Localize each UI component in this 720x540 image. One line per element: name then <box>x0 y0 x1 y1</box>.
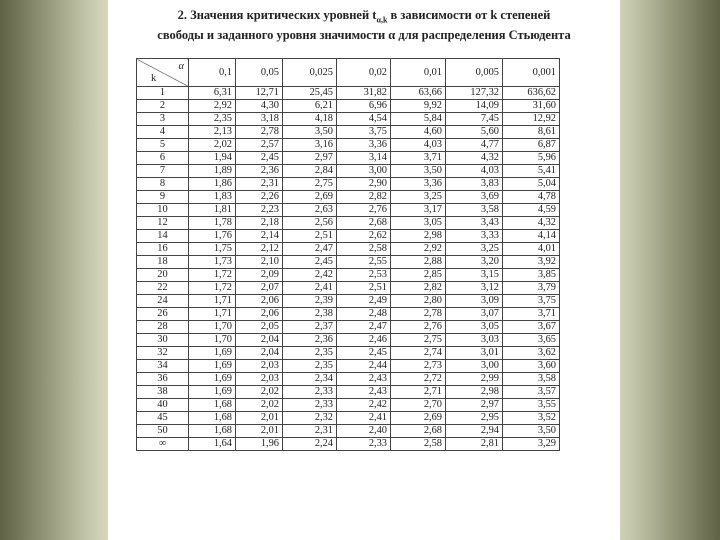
table-row <box>137 282 560 295</box>
value-cell: 2,68 <box>337 217 391 230</box>
value-cell: 3,58 <box>503 373 560 386</box>
value-cell: 2,74 <box>391 347 446 360</box>
value-cell: 2,92 <box>391 243 446 256</box>
value-cell: 3,07 <box>446 308 503 321</box>
k-cell: 45 <box>137 412 189 425</box>
value-cell: 1,69 <box>189 373 236 386</box>
value-cell: 2,62 <box>337 230 391 243</box>
value-cell: 1,72 <box>189 282 236 295</box>
k-label: k <box>151 73 157 84</box>
value-cell: 3,92 <box>503 256 560 269</box>
value-cell: 2,42 <box>337 399 391 412</box>
value-cell: 63,66 <box>391 87 446 100</box>
value-cell: 2,49 <box>337 295 391 308</box>
value-cell: 1,73 <box>189 256 236 269</box>
k-cell: 20 <box>137 269 189 282</box>
value-cell: 3,14 <box>337 152 391 165</box>
value-cell: 2,06 <box>236 295 283 308</box>
value-cell: 1,86 <box>189 178 236 191</box>
k-cell: 50 <box>137 425 189 438</box>
value-cell: 1,70 <box>189 321 236 334</box>
value-cell: 3,43 <box>446 217 503 230</box>
k-cell: 18 <box>137 256 189 269</box>
value-cell: 4,32 <box>446 152 503 165</box>
k-cell: 8 <box>137 178 189 191</box>
k-cell: 24 <box>137 295 189 308</box>
value-cell: 2,36 <box>236 165 283 178</box>
value-cell: 6,31 <box>189 87 236 100</box>
value-cell: 3,12 <box>446 282 503 295</box>
value-cell: 2,82 <box>391 282 446 295</box>
k-cell: 2 <box>137 100 189 113</box>
value-cell: 3,57 <box>503 386 560 399</box>
value-cell: 2,72 <box>391 373 446 386</box>
value-cell: 2,45 <box>236 152 283 165</box>
table-title <box>108 8 620 43</box>
value-cell: 2,51 <box>337 282 391 295</box>
k-cell: 3 <box>137 113 189 126</box>
value-cell: 2,69 <box>391 412 446 425</box>
value-cell: 4,01 <box>503 243 560 256</box>
value-cell: 2,09 <box>236 269 283 282</box>
title-subscript: α,k <box>376 15 388 25</box>
value-cell: 4,77 <box>446 139 503 152</box>
value-cell: 4,59 <box>503 204 560 217</box>
value-cell: 1,81 <box>189 204 236 217</box>
value-cell: 3,58 <box>446 204 503 217</box>
k-cell: 5 <box>137 139 189 152</box>
value-cell: 2,02 <box>189 139 236 152</box>
k-cell: 34 <box>137 360 189 373</box>
value-cell: 2,44 <box>337 360 391 373</box>
value-cell: 2,92 <box>189 100 236 113</box>
table-row <box>137 217 560 230</box>
value-cell: 2,33 <box>283 399 337 412</box>
value-cell: 2,33 <box>337 438 391 451</box>
value-cell: 4,03 <box>391 139 446 152</box>
value-cell: 3,50 <box>503 425 560 438</box>
value-cell: 3,71 <box>391 152 446 165</box>
value-cell: 2,23 <box>236 204 283 217</box>
value-cell: 2,34 <box>283 373 337 386</box>
value-cell: 4,32 <box>503 217 560 230</box>
table-row <box>137 256 560 269</box>
value-cell: 127,32 <box>446 87 503 100</box>
k-cell: 10 <box>137 204 189 217</box>
k-cell: 28 <box>137 321 189 334</box>
table-row <box>137 295 560 308</box>
value-cell: 3,50 <box>283 126 337 139</box>
alpha-header: 0,1 <box>189 59 236 87</box>
k-cell: 9 <box>137 191 189 204</box>
value-cell: 14,09 <box>446 100 503 113</box>
table-row <box>137 113 560 126</box>
value-cell: 3,09 <box>446 295 503 308</box>
k-cell: 32 <box>137 347 189 360</box>
value-cell: 6,87 <box>503 139 560 152</box>
value-cell: 3,69 <box>446 191 503 204</box>
value-cell: 4,14 <box>503 230 560 243</box>
k-cell: 14 <box>137 230 189 243</box>
table-row <box>137 438 560 451</box>
k-cell: 4 <box>137 126 189 139</box>
value-cell: 2,36 <box>283 334 337 347</box>
value-cell: 2,57 <box>236 139 283 152</box>
value-cell: 3,00 <box>337 165 391 178</box>
value-cell: 3,29 <box>503 438 560 451</box>
value-cell: 2,39 <box>283 295 337 308</box>
value-cell: 2,42 <box>283 269 337 282</box>
table-row <box>137 87 560 100</box>
value-cell: 6,21 <box>283 100 337 113</box>
value-cell: 2,53 <box>337 269 391 282</box>
value-cell: 2,56 <box>283 217 337 230</box>
value-cell: 2,58 <box>337 243 391 256</box>
value-cell: 1,71 <box>189 295 236 308</box>
value-cell: 3,25 <box>391 191 446 204</box>
value-cell: 31,60 <box>503 100 560 113</box>
value-cell: 2,12 <box>236 243 283 256</box>
value-cell: 2,02 <box>236 399 283 412</box>
value-cell: 2,48 <box>337 308 391 321</box>
value-cell: 1,75 <box>189 243 236 256</box>
value-cell: 1,72 <box>189 269 236 282</box>
value-cell: 2,02 <box>236 386 283 399</box>
value-cell: 2,51 <box>283 230 337 243</box>
value-cell: 2,69 <box>283 191 337 204</box>
value-cell: 2,04 <box>236 347 283 360</box>
value-cell: 3,05 <box>446 321 503 334</box>
value-cell: 6,96 <box>337 100 391 113</box>
alpha-header: 0,001 <box>503 59 560 87</box>
value-cell: 3,17 <box>391 204 446 217</box>
value-cell: 2,41 <box>283 282 337 295</box>
k-cell: 26 <box>137 308 189 321</box>
value-cell: 2,07 <box>236 282 283 295</box>
value-cell: 2,55 <box>337 256 391 269</box>
value-cell: 5,04 <box>503 178 560 191</box>
table-row <box>137 178 560 191</box>
value-cell: 3,36 <box>337 139 391 152</box>
value-cell: 1,70 <box>189 334 236 347</box>
value-cell: 2,78 <box>391 308 446 321</box>
table-row <box>137 425 560 438</box>
value-cell: 2,26 <box>236 191 283 204</box>
value-cell: 3,33 <box>446 230 503 243</box>
table-row <box>137 100 560 113</box>
value-cell: 3,16 <box>283 139 337 152</box>
table-row <box>137 334 560 347</box>
value-cell: 2,98 <box>391 230 446 243</box>
value-cell: 3,01 <box>446 347 503 360</box>
table-row <box>137 412 560 425</box>
value-cell: 2,10 <box>236 256 283 269</box>
table-row <box>137 269 560 282</box>
value-cell: 4,60 <box>391 126 446 139</box>
value-cell: 2,70 <box>391 399 446 412</box>
value-cell: 1,64 <box>189 438 236 451</box>
value-cell: 1,71 <box>189 308 236 321</box>
value-cell: 2,37 <box>283 321 337 334</box>
value-cell: 2,31 <box>236 178 283 191</box>
table-row <box>137 373 560 386</box>
value-cell: 3,62 <box>503 347 560 360</box>
value-cell: 2,81 <box>446 438 503 451</box>
value-cell: 2,45 <box>337 347 391 360</box>
value-cell: 3,65 <box>503 334 560 347</box>
value-cell: 2,71 <box>391 386 446 399</box>
value-cell: 3,67 <box>503 321 560 334</box>
value-cell: 5,96 <box>503 152 560 165</box>
value-cell: 2,01 <box>236 412 283 425</box>
k-cell: ∞ <box>137 438 189 451</box>
value-cell: 31,82 <box>337 87 391 100</box>
value-cell: 4,78 <box>503 191 560 204</box>
value-cell: 2,03 <box>236 360 283 373</box>
value-cell: 2,35 <box>283 347 337 360</box>
value-cell: 4,30 <box>236 100 283 113</box>
value-cell: 2,18 <box>236 217 283 230</box>
header-row <box>137 59 560 87</box>
value-cell: 5,84 <box>391 113 446 126</box>
value-cell: 3,52 <box>503 412 560 425</box>
table-row <box>137 308 560 321</box>
value-cell: 1,68 <box>189 412 236 425</box>
value-cell: 1,94 <box>189 152 236 165</box>
value-cell: 2,78 <box>236 126 283 139</box>
value-cell: 1,76 <box>189 230 236 243</box>
value-cell: 2,38 <box>283 308 337 321</box>
value-cell: 2,13 <box>189 126 236 139</box>
value-cell: 2,76 <box>391 321 446 334</box>
table-row <box>137 204 560 217</box>
value-cell: 2,47 <box>337 321 391 334</box>
value-cell: 2,04 <box>236 334 283 347</box>
value-cell: 3,20 <box>446 256 503 269</box>
value-cell: 2,85 <box>391 269 446 282</box>
table-row <box>137 399 560 412</box>
value-cell: 2,33 <box>283 386 337 399</box>
value-cell: 3,75 <box>337 126 391 139</box>
value-cell: 3,05 <box>391 217 446 230</box>
alpha-label: α <box>178 61 184 72</box>
value-cell: 3,75 <box>503 295 560 308</box>
value-cell: 2,95 <box>446 412 503 425</box>
value-cell: 2,45 <box>283 256 337 269</box>
value-cell: 3,36 <box>391 178 446 191</box>
value-cell: 8,61 <box>503 126 560 139</box>
value-cell: 12,71 <box>236 87 283 100</box>
value-cell: 2,76 <box>337 204 391 217</box>
value-cell: 2,47 <box>283 243 337 256</box>
value-cell: 9,92 <box>391 100 446 113</box>
table-row <box>137 191 560 204</box>
k-cell: 30 <box>137 334 189 347</box>
value-cell: 3,15 <box>446 269 503 282</box>
title-line-1 <box>108 8 620 28</box>
table-row <box>137 139 560 152</box>
value-cell: 2,06 <box>236 308 283 321</box>
value-cell: 2,58 <box>391 438 446 451</box>
value-cell: 2,05 <box>236 321 283 334</box>
value-cell: 2,14 <box>236 230 283 243</box>
value-cell: 1,69 <box>189 360 236 373</box>
value-cell: 3,85 <box>503 269 560 282</box>
value-cell: 1,68 <box>189 425 236 438</box>
value-cell: 4,18 <box>283 113 337 126</box>
alpha-header: 0,025 <box>283 59 337 87</box>
document-page <box>108 0 620 540</box>
value-cell: 1,69 <box>189 347 236 360</box>
k-cell: 6 <box>137 152 189 165</box>
alpha-header: 0,05 <box>236 59 283 87</box>
k-cell: 16 <box>137 243 189 256</box>
value-cell: 5,60 <box>446 126 503 139</box>
value-cell: 3,55 <box>503 399 560 412</box>
value-cell: 2,73 <box>391 360 446 373</box>
table-row <box>137 347 560 360</box>
title-line-1-rest: в зависимости от k степеней <box>387 8 551 22</box>
value-cell: 3,50 <box>391 165 446 178</box>
value-cell: 2,63 <box>283 204 337 217</box>
value-cell: 3,00 <box>446 360 503 373</box>
value-cell: 1,83 <box>189 191 236 204</box>
value-cell: 2,82 <box>337 191 391 204</box>
value-cell: 2,01 <box>236 425 283 438</box>
value-cell: 636,62 <box>503 87 560 100</box>
value-cell: 2,99 <box>446 373 503 386</box>
value-cell: 2,40 <box>337 425 391 438</box>
k-cell: 22 <box>137 282 189 295</box>
value-cell: 2,24 <box>283 438 337 451</box>
value-cell: 2,84 <box>283 165 337 178</box>
alpha-header: 0,01 <box>391 59 446 87</box>
value-cell: 2,88 <box>391 256 446 269</box>
value-cell: 2,90 <box>337 178 391 191</box>
value-cell: 2,98 <box>446 386 503 399</box>
value-cell: 5,41 <box>503 165 560 178</box>
value-cell: 3,60 <box>503 360 560 373</box>
table-row <box>137 152 560 165</box>
value-cell: 2,80 <box>391 295 446 308</box>
value-cell: 3,79 <box>503 282 560 295</box>
value-cell: 2,97 <box>446 399 503 412</box>
value-cell: 25,45 <box>283 87 337 100</box>
value-cell: 2,43 <box>337 373 391 386</box>
value-cell: 1,68 <box>189 399 236 412</box>
value-cell: 2,75 <box>391 334 446 347</box>
value-cell: 2,97 <box>283 152 337 165</box>
table-row <box>137 230 560 243</box>
value-cell: 2,31 <box>283 425 337 438</box>
value-cell: 2,35 <box>283 360 337 373</box>
value-cell: 2,75 <box>283 178 337 191</box>
value-cell: 7,45 <box>446 113 503 126</box>
table-row <box>137 243 560 256</box>
value-cell: 1,78 <box>189 217 236 230</box>
corner-cell <box>137 59 189 87</box>
k-cell: 38 <box>137 386 189 399</box>
value-cell: 3,25 <box>446 243 503 256</box>
k-cell: 12 <box>137 217 189 230</box>
value-cell: 4,54 <box>337 113 391 126</box>
value-cell: 3,83 <box>446 178 503 191</box>
value-cell: 1,96 <box>236 438 283 451</box>
table-row <box>137 126 560 139</box>
table-row <box>137 386 560 399</box>
value-cell: 2,46 <box>337 334 391 347</box>
value-cell: 2,32 <box>283 412 337 425</box>
value-cell: 4,03 <box>446 165 503 178</box>
value-cell: 2,41 <box>337 412 391 425</box>
value-cell: 3,03 <box>446 334 503 347</box>
title-line-1-text: 2. Значения критических уровней t <box>177 8 377 22</box>
table-row <box>137 165 560 178</box>
value-cell: 2,94 <box>446 425 503 438</box>
alpha-header: 0,02 <box>337 59 391 87</box>
k-cell: 1 <box>137 87 189 100</box>
value-cell: 12,92 <box>503 113 560 126</box>
value-cell: 2,43 <box>337 386 391 399</box>
value-cell: 3,71 <box>503 308 560 321</box>
k-cell: 7 <box>137 165 189 178</box>
student-t-table <box>136 58 560 451</box>
value-cell: 1,89 <box>189 165 236 178</box>
value-cell: 2,35 <box>189 113 236 126</box>
k-cell: 36 <box>137 373 189 386</box>
alpha-header: 0,005 <box>446 59 503 87</box>
value-cell: 2,03 <box>236 373 283 386</box>
value-cell: 3,18 <box>236 113 283 126</box>
table-row <box>137 360 560 373</box>
value-cell: 2,68 <box>391 425 446 438</box>
title-line-2: свободы и заданного уровня значимости α для распределения Стьюдента <box>157 27 571 42</box>
table-row <box>137 321 560 334</box>
value-cell: 1,69 <box>189 386 236 399</box>
k-cell: 40 <box>137 399 189 412</box>
